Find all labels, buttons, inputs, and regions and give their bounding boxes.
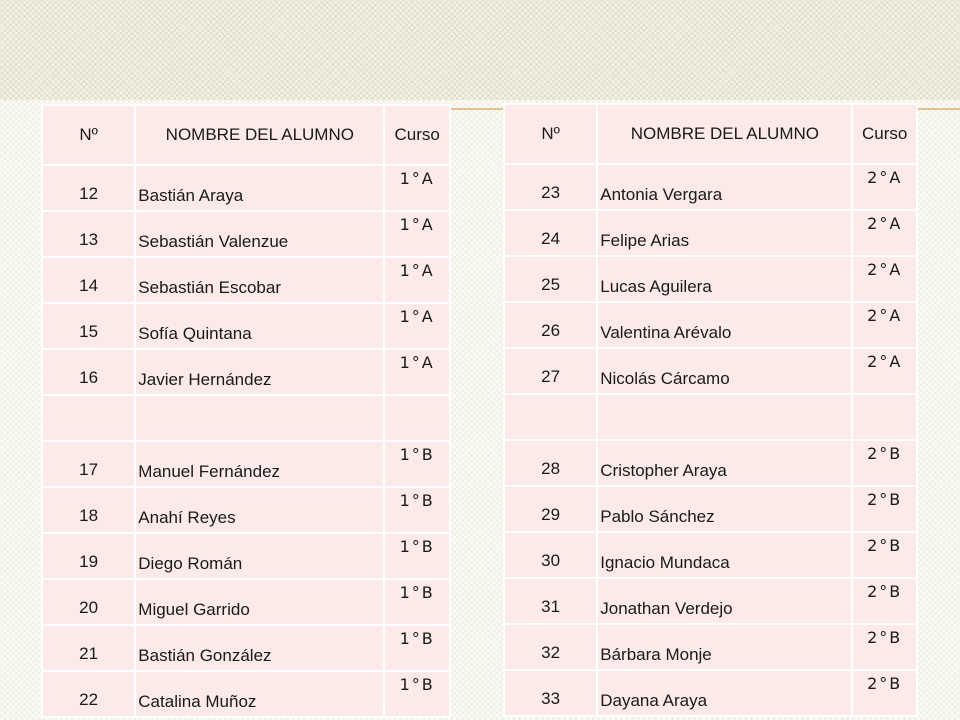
student-course: 1°B [384, 441, 450, 487]
empty-row [42, 395, 450, 441]
student-number: 32 [504, 624, 597, 670]
student-number: 31 [504, 578, 597, 624]
student-course: 2°B [852, 624, 917, 670]
header-course: Curso [852, 104, 917, 164]
student-number: 15 [42, 303, 135, 349]
student-course: 2°B [852, 532, 917, 578]
student-name: Miguel Garrido [135, 579, 384, 625]
table-row [42, 349, 450, 395]
student-number: 30 [504, 532, 597, 578]
table-row [42, 303, 450, 349]
student-name: Bastián González [135, 625, 384, 671]
student-name: Sofía Quintana [135, 303, 384, 349]
student-course: 1°A [384, 303, 450, 349]
student-table-right [503, 103, 918, 717]
student-number: 17 [42, 441, 135, 487]
student-course: 1°B [384, 579, 450, 625]
student-course: 1°B [384, 533, 450, 579]
student-number: 18 [42, 487, 135, 533]
table-row [42, 441, 450, 487]
student-name: Bastián Araya [135, 165, 384, 211]
table-row [504, 670, 917, 716]
table-row [504, 532, 917, 578]
table-row [42, 625, 450, 671]
table-row [504, 578, 917, 624]
header-course: Curso [384, 105, 450, 165]
student-name: Felipe Arias [597, 210, 852, 256]
student-course: 1°A [384, 257, 450, 303]
student-course: 1°B [384, 487, 450, 533]
student-name: Javier Hernández [135, 349, 384, 395]
student-name: Bárbara Monje [597, 624, 852, 670]
table-row [504, 624, 917, 670]
student-name: Cristopher Araya [597, 440, 852, 486]
table-header-row [504, 104, 917, 164]
student-course: 1°B [384, 671, 450, 717]
table-row [42, 487, 450, 533]
table-row [42, 579, 450, 625]
empty-row [504, 394, 917, 440]
student-course: 2°B [852, 486, 917, 532]
student-number: 14 [42, 257, 135, 303]
student-table-left [41, 104, 451, 718]
table-row [42, 257, 450, 303]
student-name: Jonathan Verdejo [597, 578, 852, 624]
table-header-row [42, 105, 450, 165]
student-name: Ignacio Mundaca [597, 532, 852, 578]
student-name: Sebastián Valenzue [135, 211, 384, 257]
student-name: Lucas Aguilera [597, 256, 852, 302]
student-number: 26 [504, 302, 597, 348]
top-band [0, 0, 960, 100]
student-number: 25 [504, 256, 597, 302]
student-number: 29 [504, 486, 597, 532]
student-name: Valentina Arévalo [597, 302, 852, 348]
table-row [42, 671, 450, 717]
table-row [504, 440, 917, 486]
student-course: 2°B [852, 440, 917, 486]
student-number: 20 [42, 579, 135, 625]
student-number [42, 395, 135, 441]
header-num: Nº [42, 105, 135, 165]
student-course [852, 394, 917, 440]
student-course: 1°A [384, 165, 450, 211]
student-name [597, 394, 852, 440]
student-number: 13 [42, 211, 135, 257]
student-name: Diego Román [135, 533, 384, 579]
student-number: 16 [42, 349, 135, 395]
header-num: Nº [504, 104, 597, 164]
student-name: Sebastián Escobar [135, 257, 384, 303]
table-row [42, 165, 450, 211]
student-course: 1°A [384, 349, 450, 395]
header-name: NOMBRE DEL ALUMNO [597, 104, 852, 164]
student-number: 27 [504, 348, 597, 394]
table-row [504, 164, 917, 210]
table-row [504, 256, 917, 302]
table-row [504, 486, 917, 532]
header-name: NOMBRE DEL ALUMNO [135, 105, 384, 165]
student-number [504, 394, 597, 440]
student-number: 28 [504, 440, 597, 486]
student-name: Manuel Fernández [135, 441, 384, 487]
student-course [384, 395, 450, 441]
student-number: 21 [42, 625, 135, 671]
student-name: Nicolás Cárcamo [597, 348, 852, 394]
student-name: Pablo Sánchez [597, 486, 852, 532]
student-name: Dayana Araya [597, 670, 852, 716]
student-name [135, 395, 384, 441]
student-course: 2°B [852, 670, 917, 716]
student-course: 1°B [384, 625, 450, 671]
student-course: 2°A [852, 302, 917, 348]
student-number: 23 [504, 164, 597, 210]
student-number: 33 [504, 670, 597, 716]
table-row [504, 210, 917, 256]
student-course: 2°B [852, 578, 917, 624]
student-name: Catalina Muñoz [135, 671, 384, 717]
student-name: Anahí Reyes [135, 487, 384, 533]
student-course: 1°A [384, 211, 450, 257]
table-row [504, 348, 917, 394]
student-course: 2°A [852, 256, 917, 302]
student-number: 24 [504, 210, 597, 256]
student-course: 2°A [852, 348, 917, 394]
student-number: 12 [42, 165, 135, 211]
student-course: 2°A [852, 210, 917, 256]
table-row [504, 302, 917, 348]
student-name: Antonia Vergara [597, 164, 852, 210]
table-row [42, 211, 450, 257]
student-course: 2°A [852, 164, 917, 210]
student-number: 19 [42, 533, 135, 579]
student-number: 22 [42, 671, 135, 717]
table-row [42, 533, 450, 579]
